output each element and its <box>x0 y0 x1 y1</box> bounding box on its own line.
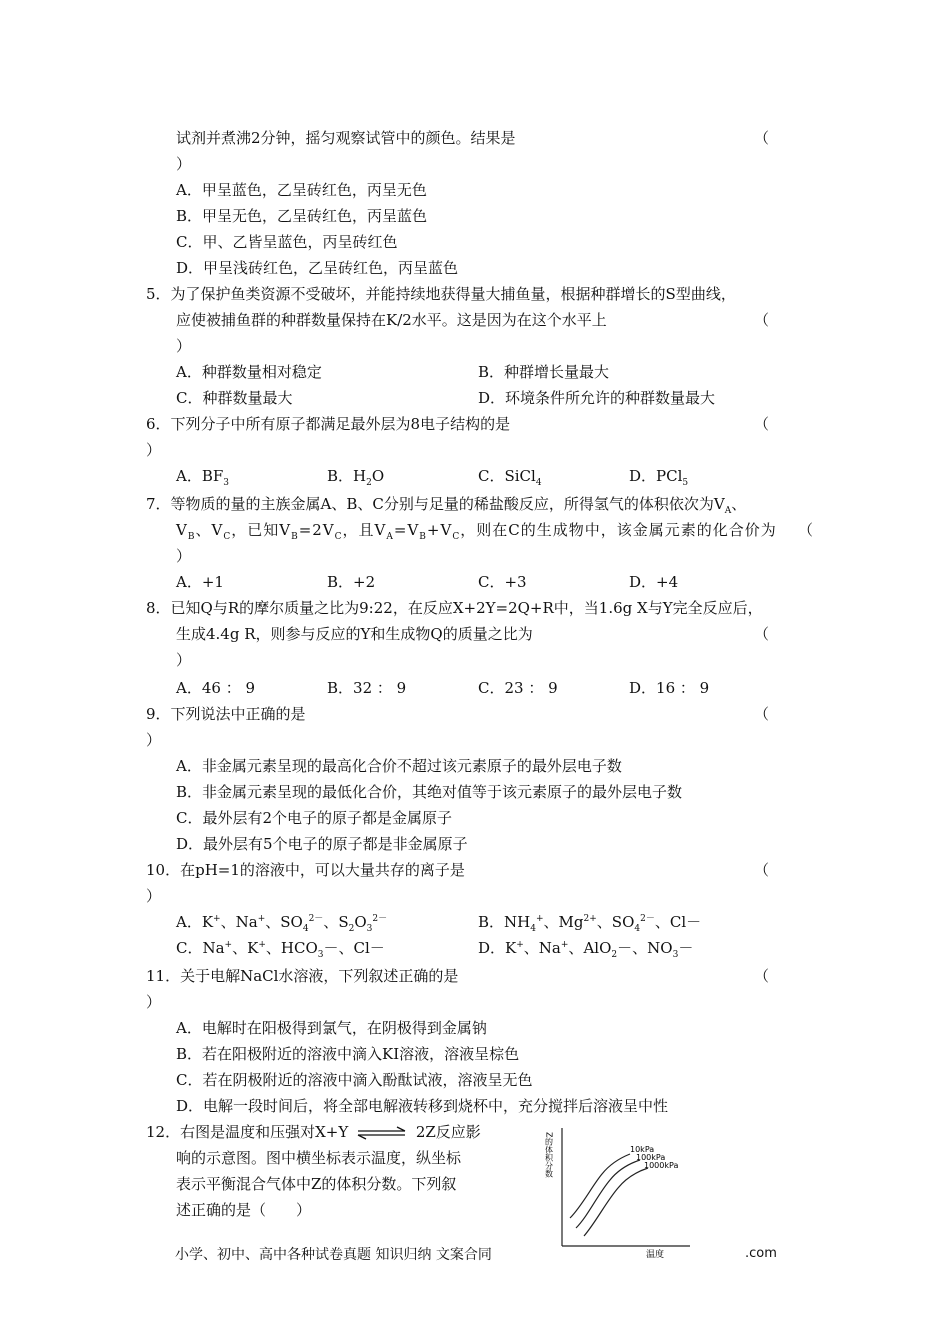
q4-option-c: C．甲、乙皆呈蓝色，丙呈砖红色 <box>176 233 398 251</box>
q11-stem: 11．关于电解NaCl水溶液，下列叙述正确的是 <box>146 967 459 985</box>
q7-option-b: B．+2 <box>327 573 376 591</box>
q4-option-a: A．甲呈蓝色，乙呈砖红色，丙呈无色 <box>176 181 427 199</box>
q4-option-b: B．甲呈无色，乙呈砖红色，丙呈蓝色 <box>176 207 428 225</box>
q6-paren-open: （ <box>754 415 770 433</box>
q5-paren-open: （ <box>754 311 770 329</box>
q4-option-d: D．甲呈浅砖红色，乙呈砖红色，丙呈蓝色 <box>176 259 459 277</box>
q11-option-c: C．若在阴极附近的溶液中滴入酚酞试液，溶液呈无色 <box>176 1071 533 1089</box>
q12-stem-line2: 响的示意图。图中横坐标表示温度，纵坐标 <box>176 1149 462 1167</box>
footer-text: 小学、初中、高中各种试卷真题 知识归纳 文案合同 <box>175 1247 492 1263</box>
q5-stem-line2: 应使被捕鱼群的种群数量保持在K/2水平。这是因为在这个水平上 <box>176 311 607 329</box>
q5-option-d: D．环境条件所允许的种群数量最大 <box>478 389 716 407</box>
q9-option-a: A．非金属元素呈现的最高化合价不超过该元素原子的最外层电子数 <box>176 757 622 775</box>
q10-option-d: D．K+、Na+、AlO$_2$－、$NO_3-$ <box>478 939 694 960</box>
y-axis-label: Z的体积分数 <box>544 1132 554 1178</box>
z-volume-fraction-chart <box>544 1122 698 1260</box>
q5-option-a: A．种群数量相对稳定 <box>176 363 322 381</box>
q5-option-b: B．种群增长量最大 <box>478 363 610 381</box>
q6-option-c: C．SiCl$_4$ <box>478 467 542 488</box>
q8-option-d: D．16 ： 9 <box>629 679 710 697</box>
q9-option-c: C．最外层有2个电子的原子都是金属原子 <box>176 809 453 827</box>
q7-option-c: C．+3 <box>478 573 527 591</box>
series-label-1000kPa: 1000kPa <box>644 1161 679 1170</box>
q5-option-c: C．种群数量最大 <box>176 389 293 407</box>
x-axis-label: 温度 <box>646 1250 665 1260</box>
q6-paren-close: ） <box>146 441 162 459</box>
series-label-100kPa: 100kPa <box>636 1153 666 1162</box>
q11-paren-open: （ <box>754 967 770 985</box>
q6-stem: 6．下列分子中所有原子都满足最外层为8电子结构的是 <box>146 415 511 433</box>
q11-option-d: D．电解一段时间后，将全部电解液转移到烧杯中，充分搅拌后溶液呈中性 <box>176 1097 669 1115</box>
curve-100kPa <box>576 1160 640 1228</box>
q8-option-a: A．46 ： 9 <box>176 679 255 697</box>
q12-stem-line3: 表示平衡混合气体中Z的体积分数。下列叙 <box>176 1175 457 1193</box>
curve-10kPa <box>570 1154 630 1218</box>
q10-option-b: B．$NH_4^+$、$Mg^{2+}$、$SO_4^{2-}$、Cl－ <box>478 913 702 934</box>
q6-option-d: D．PCl$_5$ <box>629 467 689 488</box>
q8-option-c: C．23 ： 9 <box>478 679 558 697</box>
q10-stem: 10．在pH=1的溶液中，可以大量共存的离子是 <box>146 861 465 879</box>
q7-stem-line2: $V_B$、$V_C$，已知$V_B=2V_C$，且$V_A=V_B+V_C$，则在C的生成物中，该金属元素的化合价为 <box>176 521 777 542</box>
q10-option-a: A．K+、Na+、$SO_4^{2-}$、$S_2O_3^{2-}$ <box>176 913 388 934</box>
footer-domain: .com <box>745 1246 777 1261</box>
q10-paren-open: （ <box>754 861 770 879</box>
q9-stem: 9．下列说法中正确的是 <box>146 705 306 723</box>
q5-stem-line1: 5．为了保护鱼类资源不受破坏，并能持续地获得量大捕鱼量，根据种群增长的S型曲线， <box>146 285 736 303</box>
q4-paren-close: ） <box>176 155 192 173</box>
q8-stem-line1: 8．已知Q与R的摩尔质量之比为9:22，在反应X+2Y=2Q+R中，当1.6g X与Y完全反应后， <box>146 599 763 617</box>
series-label-10kPa: 10kPa <box>630 1145 655 1154</box>
equilibrium-arrow-icon <box>355 1126 409 1140</box>
q9-option-d: D．最外层有5个电子的原子都是非金属原子 <box>176 835 468 853</box>
q9-paren-close: ） <box>146 731 162 749</box>
q9-option-b: B．非金属元素呈现的最低化合价，其绝对值等于该元素原子的最外层电子数 <box>176 783 683 801</box>
q7-stem-line1: 7．等物质的量的主族金属A、B、C分别与足量的稀盐酸反应，所得氢气的体积依次为$V_A$、 <box>146 495 747 516</box>
curve-1000kPa <box>584 1168 648 1236</box>
q10-paren-close: ） <box>146 887 162 905</box>
q6-option-a: A．$BF_3$ <box>176 467 229 488</box>
q12-stem-line4: 述正确的是（ ） <box>176 1201 312 1219</box>
chart-svg <box>544 1122 698 1260</box>
q7-option-d: D．+4 <box>629 573 679 591</box>
q12-stem-line1: 12．右图是温度和压强对X+Y 2Z反应影 <box>146 1123 481 1141</box>
q4-paren-open: （ <box>754 129 770 147</box>
q4-stem-cont: 试剂并煮沸2分钟，摇匀观察试管中的颜色。结果是 <box>176 129 516 147</box>
q7-option-a: A．+1 <box>176 573 224 591</box>
q10-option-c: C．Na+、K+、$HCO_3-$、Cl－ <box>176 939 385 960</box>
q11-option-a: A．电解时在阳极得到氯气，在阴极得到金属钠 <box>176 1019 487 1037</box>
q6-option-b: B．$H_2O$ <box>327 467 385 488</box>
q8-stem-line2: 生成4.4g R，则参与反应的Y和生成物Q的质量之比为 <box>176 625 533 643</box>
q7-paren-open: （ <box>798 521 814 539</box>
q11-option-b: B．若在阳极附近的溶液中滴入KI溶液，溶液呈棕色 <box>176 1045 520 1063</box>
q7-paren-close: ） <box>176 547 192 565</box>
q8-option-b: B．32 ： 9 <box>327 679 407 697</box>
q11-paren-close: ） <box>146 993 162 1011</box>
q9-paren-open: （ <box>754 705 770 723</box>
q5-paren-close: ） <box>176 337 192 355</box>
q8-paren-open: （ <box>754 625 770 643</box>
q8-paren-close: ） <box>176 651 192 669</box>
